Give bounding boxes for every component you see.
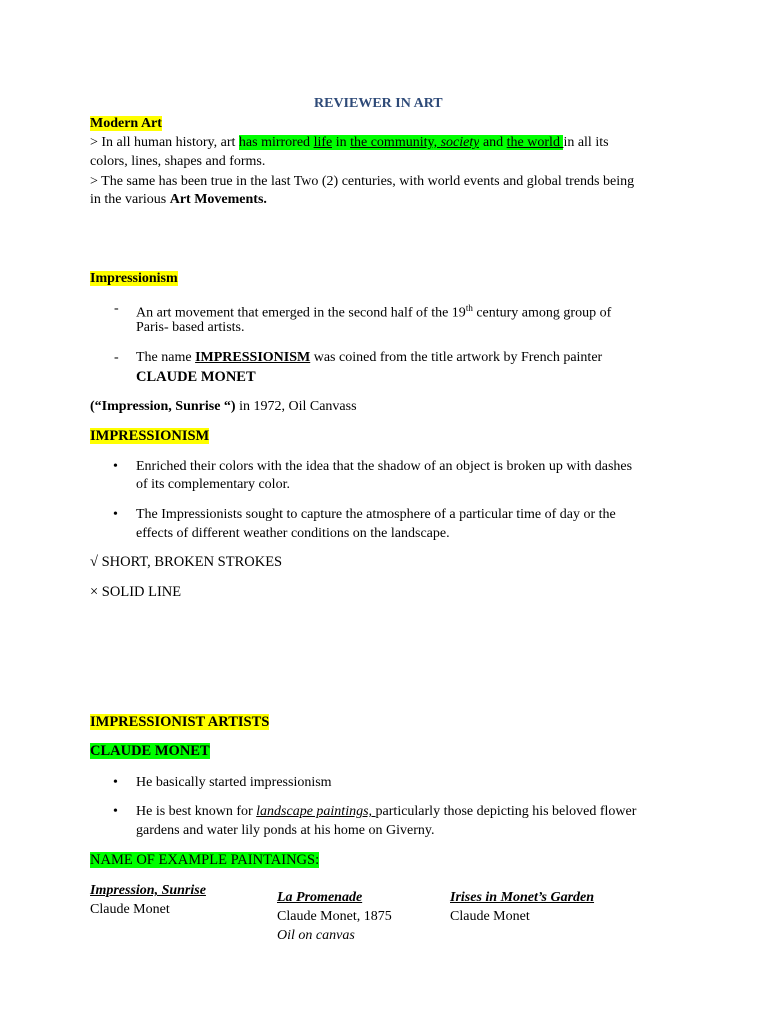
section-heading-impressionism-caps: IMPRESSIONISM [90,428,210,444]
painting-artist-impression-sunrise: Claude Monet [90,902,170,917]
monet-item-2-line-2: gardens and water lily ponds at his home on Giverny. [136,823,435,838]
impressionism-item-2-line-1: The name IMPRESSIONISM was coined from the title artwork by French painter [136,350,603,365]
section-heading-impressionism: Impressionism [90,271,178,286]
impressionism-caps-item-1-line-2: of its complementary color. [136,477,290,492]
impressionism-item-2-line-2: CLAUDE MONET [136,369,256,385]
section-heading-modern-art: Modern Art [90,116,162,131]
impressionism-item-1-line-2: Paris- based artists. [136,320,245,335]
painting-artist-irises: Claude Monet [450,909,530,924]
impressionism-item-1-line-1: An art movement that emerged in the second half of the 19th century among group of [136,303,612,321]
monet-item-2-line-1: He is best known for landscape paintings, particularly those depicting his beloved flower [136,804,637,819]
impressionism-caps-item-1-line-1: Enriched their colors with the idea that the shadow of an object is broken up with dashes [136,459,633,474]
section-heading-impressionist-artists: IMPRESSIONIST ARTISTS [90,714,270,730]
impressionism-caps-item-2-line-1: The Impressionists sought to capture the atmosphere of a particular time of day or the [136,507,616,522]
bullet-dot: • [113,507,118,522]
page-title: REVIEWER IN ART [314,96,443,111]
painting-medium-la-promenade: Oil on canvas [277,928,355,943]
bullet-dot: • [113,459,118,474]
modern-art-paragraph-2-line-1: > The same has been true in the last Two (2) centuries, with world events and global trends being [90,174,635,189]
modern-art-paragraph-1-line-1: > In all human history, art has mirrored life in the community, society and the world in all its [90,135,609,150]
bullet-dot: • [113,804,118,819]
impression-sunrise-caption: (“Impression, Sunrise “) in 1972, Oil Canvass [90,399,357,414]
painting-title-impression-sunrise: Impression, Sunrise [90,883,206,898]
section-heading-example-paintings: NAME OF EXAMPLE PAINTAINGS: [90,852,320,868]
modern-art-paragraph-2-line-2: in the various Art Movements. [90,192,267,207]
dash-bullet: - [114,301,119,316]
painting-title-irises: Irises in Monet’s Garden [450,890,595,905]
section-heading-claude-monet: CLAUDE MONET [90,743,210,759]
bullet-dot: • [113,775,118,790]
painting-artist-la-promenade: Claude Monet, 1875 [277,909,392,924]
modern-art-paragraph-1-line-2: colors, lines, shapes and forms. [90,154,266,169]
monet-item-1: He basically started impressionism [136,775,332,790]
solid-line-line: × SOLID LINE [90,584,182,600]
short-broken-strokes-line: √ SHORT, BROKEN STROKES [90,554,283,570]
painting-title-la-promenade: La Promenade [277,890,363,905]
impressionism-caps-item-2-line-2: effects of different weather conditions on the landscape. [136,526,450,541]
dash-bullet: - [114,350,119,365]
